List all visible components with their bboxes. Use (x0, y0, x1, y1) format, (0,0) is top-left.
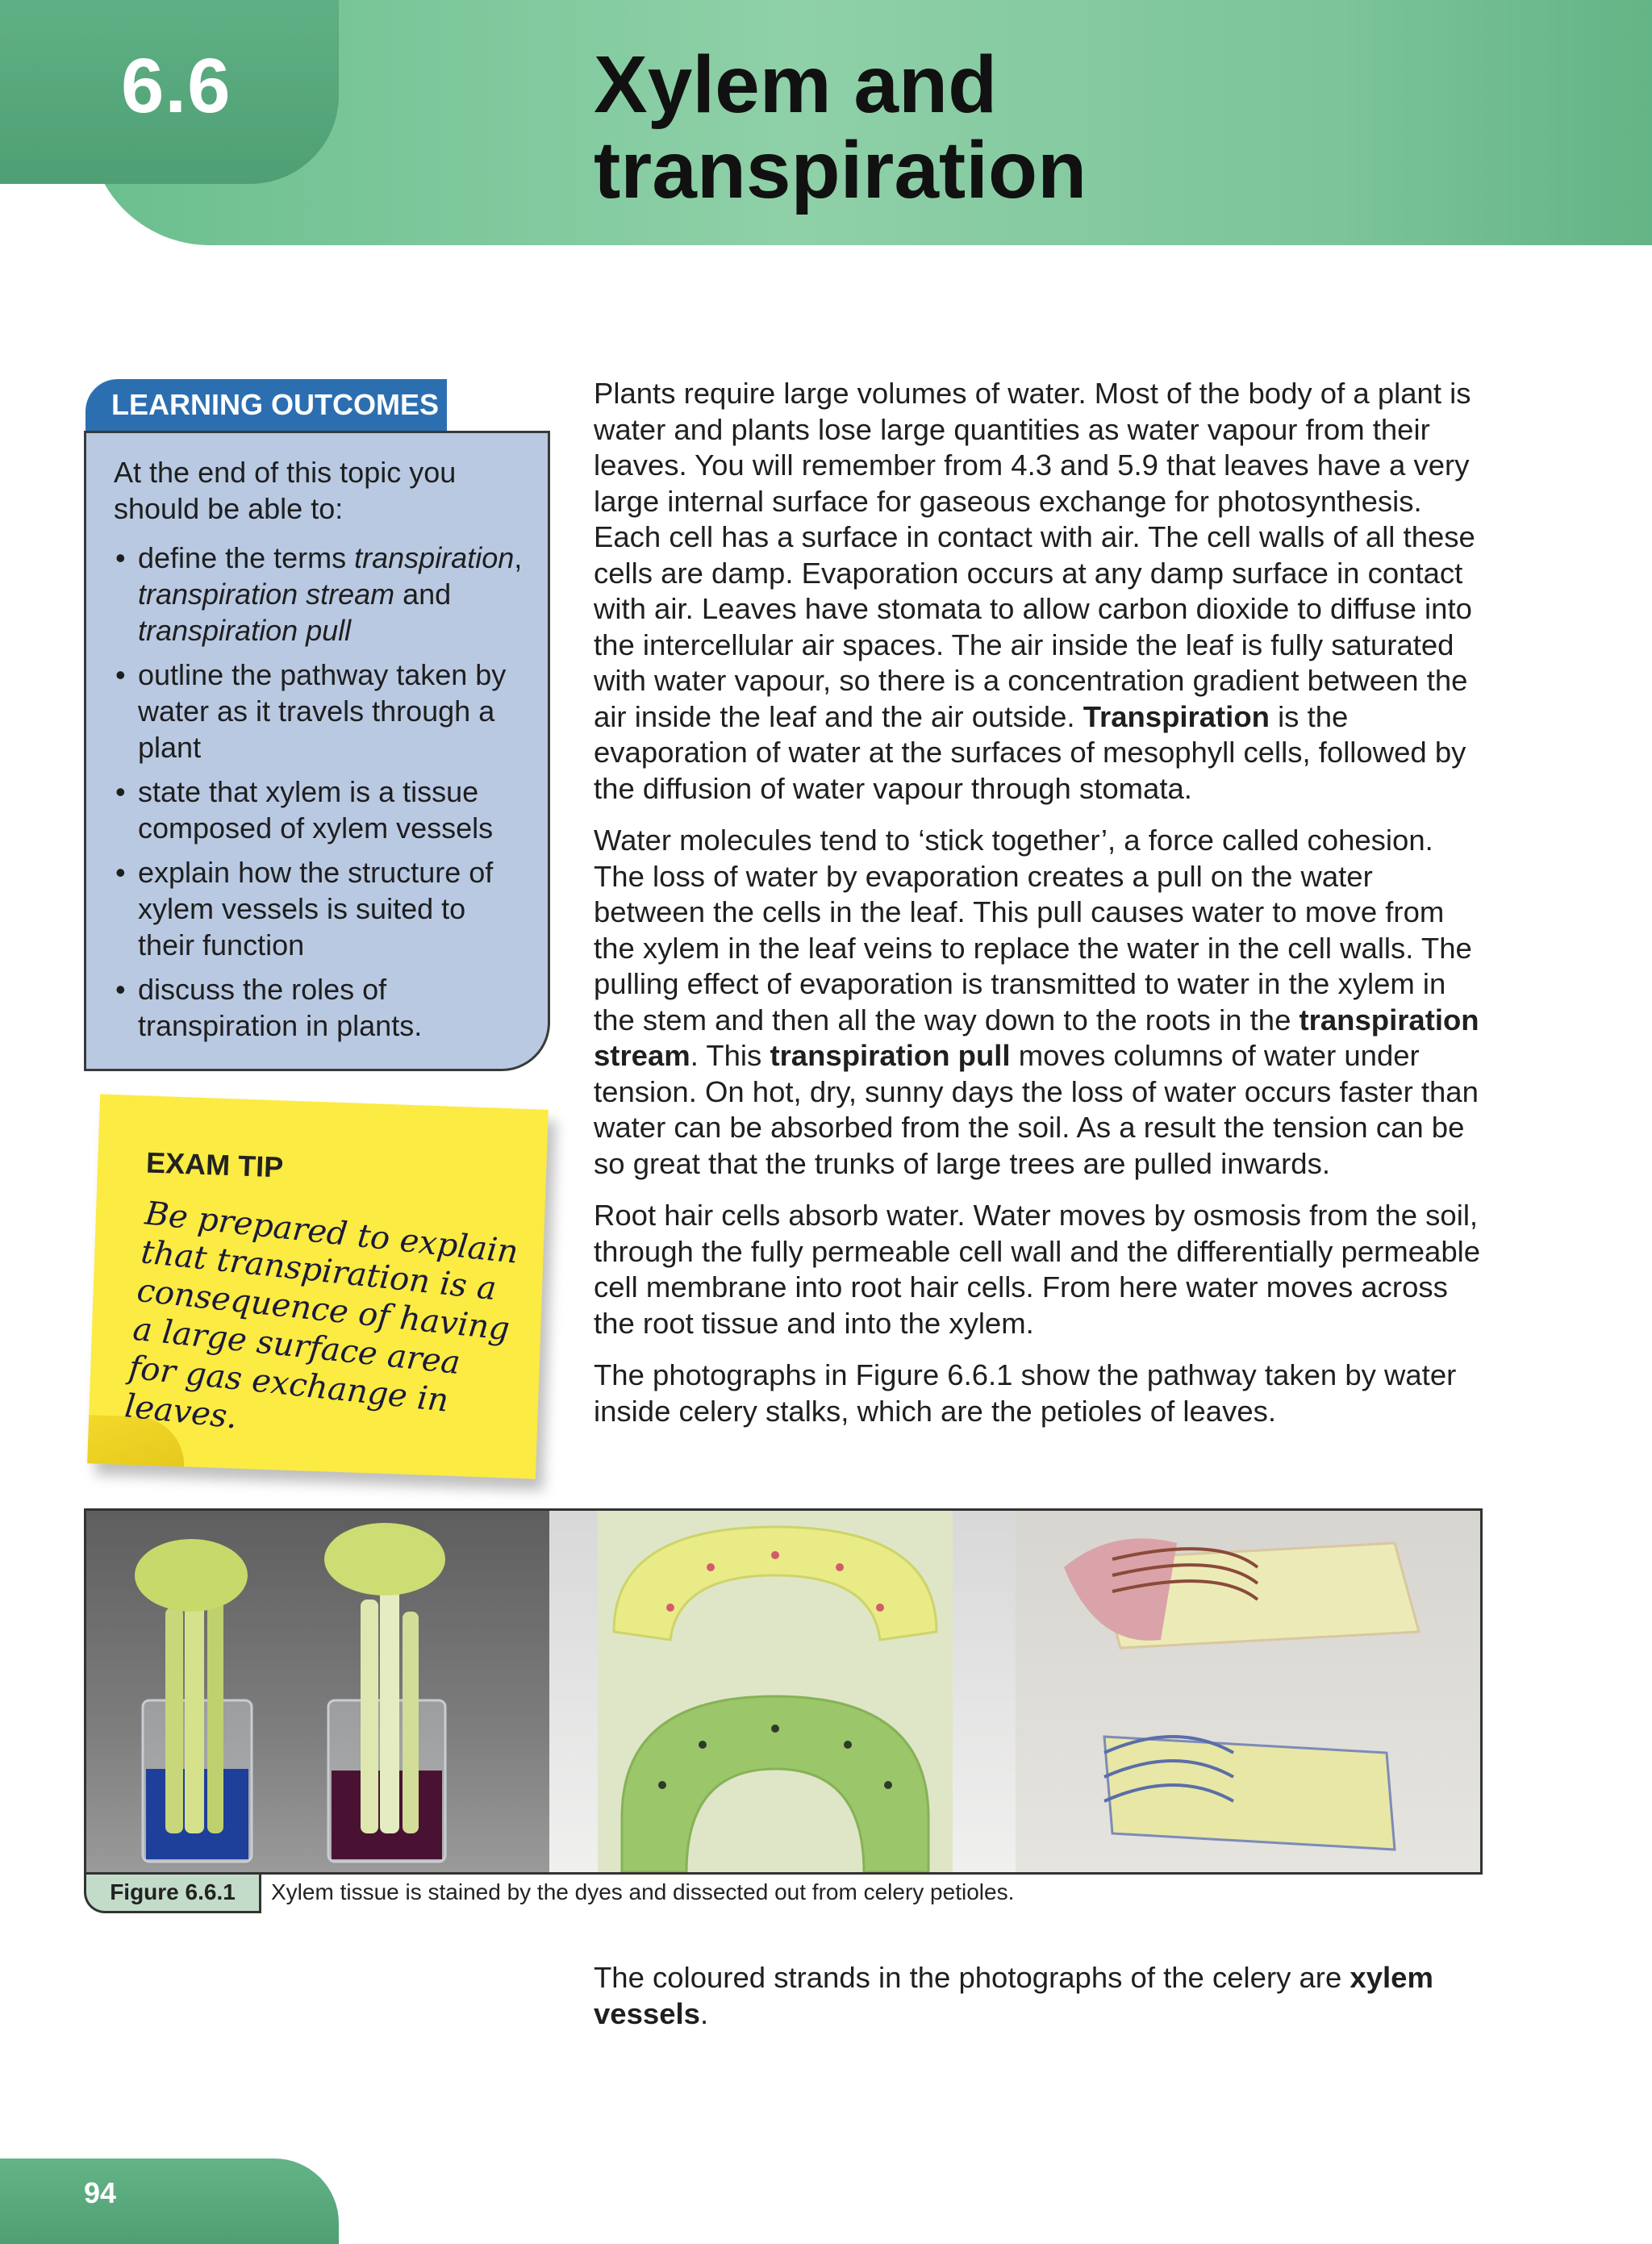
exam-tip-text: Be prepared to explain that transpiration is a consequence of having a large surface area for gas exchange in leaves. (123, 1195, 520, 1437)
text-run: The coloured strands in the photographs of the celery are (594, 1961, 1350, 1994)
text-run: is the evaporation of water at the surfaces of mesophyll cells, followed by the diffusion of water vapour through stomata. (594, 699, 1466, 805)
figure-6-6-1 (84, 1508, 1483, 1875)
photo-celery-in-dye (86, 1511, 549, 1872)
key-term: Transpiration (1083, 699, 1270, 733)
lo-text: , (514, 541, 523, 574)
lo-term: transpiration (354, 541, 515, 574)
body-text (594, 376, 1481, 1445)
key-term: transpiration pull (770, 1039, 1011, 1072)
lo-text: and (394, 578, 452, 611)
text-run: moves columns of water under tension. On hot, dry, sunny days the loss of water occurs faster than water can be absorbed from the soil. As a result the tension can be so great that the trunks of large trees are pulled inwards. (594, 1039, 1479, 1180)
text-run: Water molecules tend to ‘stick together’, a force called cohesion. The loss of water by evaporation creates a pull on the water between the cells in the leaf. This pull causes water to move from the xylem in the leaf veins to replace the water in the cell walls. The pulling effect of evaporation is transmitted to water in the xylem in the stem and then all the way down to the roots in the (594, 824, 1472, 1036)
section-number: 6.6 (121, 43, 232, 129)
learning-outcomes-box (84, 431, 550, 1071)
exam-tip-heading: EXAM TIP (145, 1145, 284, 1184)
text-run: Plants require large volumes of water. Most of the body of a plant is water and plants lose large quantities as water vapour from their leaves. You will remember from 4.3 and 5.9 that leaves have a very large internal surface for gaseous exchange for photosynthesis. Each cell has a surface in contact with air. The cell walls of all these cells are damp. Evaporation occurs at any damp surface in contact with air. Leaves have stomata to allow carbon dioxide to diffuse into the intercellular air spaces. The air inside the leaf is fully saturated with water vapour, so there is a concentration gradient between the air inside the leaf and the air outside. (594, 377, 1475, 733)
photo-celery-cross-section (549, 1511, 1016, 1872)
footer-tab (0, 2158, 339, 2244)
page-number: 94 (84, 2176, 117, 2209)
celery-section-illustration (549, 1511, 1016, 1872)
after-figure-text (594, 1960, 1481, 2032)
text-run: . (699, 1996, 709, 2030)
exam-tip-note (87, 1094, 549, 1479)
list-item: • outline the pathway taken by water as it travels through a plant (114, 657, 530, 765)
paragraph: The photographs in Figure 6.6.1 show the pathway taken by water inside celery stalks, which are the petioles of leaves. (594, 1358, 1457, 1428)
learning-outcomes-intro: At the end of this topic you should be able to: (114, 456, 457, 525)
title-line-1: Xylem and (594, 40, 998, 130)
figure-label: Figure 6.6.1 (84, 1875, 261, 1913)
xylem-strands-illustration (1016, 1511, 1483, 1872)
title-line-2: transpiration (594, 125, 1087, 215)
learning-outcomes-list (114, 540, 530, 1044)
paragraph (594, 376, 1481, 807)
page-title (594, 42, 1087, 213)
paragraph: Root hair cells absorb water. Water moves by osmosis from the soil, through the fully permeable cell wall and the differentially permeable cell membrane into root hair cells. From here water moves across the root tissue and into the xylem. (594, 1199, 1481, 1340)
key-term: transpiration stream (594, 1003, 1479, 1072)
photo-dissected-xylem (1016, 1511, 1483, 1872)
key-term: xylem vessels (594, 1961, 1433, 2030)
celery-beakers-illustration (86, 1511, 549, 1872)
list-item: • discuss the roles of transpiration in plants. (114, 971, 530, 1044)
lo-text: define the terms (138, 541, 355, 574)
figure-caption: Xylem tissue is stained by the dyes and dissected out from celery petioles. (271, 1879, 1015, 1904)
learning-outcomes-heading: LEARNING OUTCOMES (86, 379, 447, 431)
text-run: . This (690, 1039, 770, 1072)
list-item: • state that xylem is a tissue composed of xylem vessels (114, 774, 530, 846)
lo-term: transpiration pull (138, 614, 352, 647)
list-item (114, 540, 530, 649)
list-item: • explain how the structure of xylem vessels is suited to their function (114, 854, 530, 963)
paragraph (594, 823, 1481, 1182)
lo-term: transpiration stream (138, 578, 395, 611)
